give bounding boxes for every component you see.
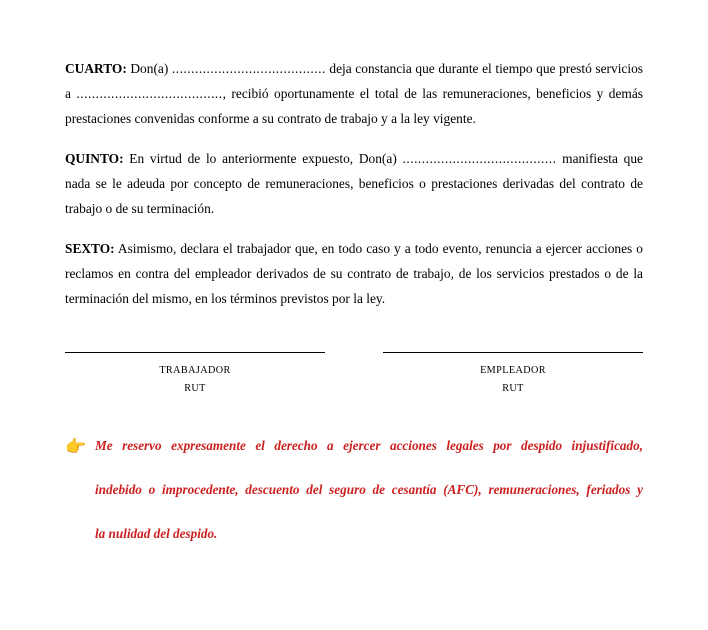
clause-quinto (65, 146, 643, 221)
reservation-note-line-2: indebido o improcedente, descuento del seguro de cesantía (AFC), remuneraciones, feriados y (95, 482, 643, 497)
signature-line-empleador[interactable] (383, 352, 643, 353)
clause-quinto-text-1: En virtud de lo anteriormente expuesto, Don(a) (123, 151, 403, 166)
reservation-note-line-3: la nulidad del despido. (95, 526, 218, 541)
clause-quinto-text-2: manifiesta que nada se le adeuda por concepto de remuneraciones, beneficios o prestaciones derivadas del contrato de trabajo o de su terminación. (65, 151, 644, 216)
signature-block (65, 352, 643, 398)
signature-line-trabajador[interactable] (65, 352, 325, 353)
signature-label-empleador: EMPLEADOR (480, 365, 546, 376)
signature-column-trabajador (65, 352, 325, 398)
clause-cuarto-label: CUARTO: (65, 61, 127, 76)
reservation-note-text (95, 435, 643, 545)
clause-cuarto (65, 56, 643, 131)
pointing-right-hand-icon: 👉 (65, 437, 87, 456)
reservation-note-line-1: Me reservo expresamente el derecho a ejercer acciones legales por despido injustificado, (95, 438, 643, 453)
reservation-note (65, 435, 643, 545)
clause-cuarto-text-3: , recibió oportunamente el total de las remuneraciones, beneficios y demás prestaciones convenidas conforme a su contrato de trabajo y a la ley vigente. (65, 86, 644, 126)
signature-column-empleador (383, 352, 643, 398)
clause-cuarto-blank-1[interactable]: ........................................ (171, 61, 326, 76)
signature-rut-empleador: RUT (502, 383, 524, 394)
clause-quinto-blank-1[interactable]: ........................................ (402, 151, 557, 166)
clause-cuarto-blank-2[interactable]: ...................................... (76, 86, 223, 101)
clause-cuarto-text-1: Don(a) (126, 61, 172, 76)
clause-quinto-label: QUINTO: (65, 151, 124, 166)
signature-rut-trabajador: RUT (184, 383, 206, 394)
clause-sexto (65, 236, 643, 311)
clause-cuarto-text-2: deja constancia que durante el tiempo que prestó servicios a (65, 61, 643, 101)
signature-label-trabajador: TRABAJADOR (159, 365, 231, 376)
clause-sexto-text-1: Asimismo, declara el trabajador que, en todo caso y a todo evento, renuncia a ejercer acciones o reclamos en contra del empleador derivados de su contrato de trabajo, de los servicios prestados o de la terminación del mismo, en los términos previstos por la ley. (65, 241, 643, 306)
clause-sexto-label: SEXTO: (65, 241, 115, 256)
